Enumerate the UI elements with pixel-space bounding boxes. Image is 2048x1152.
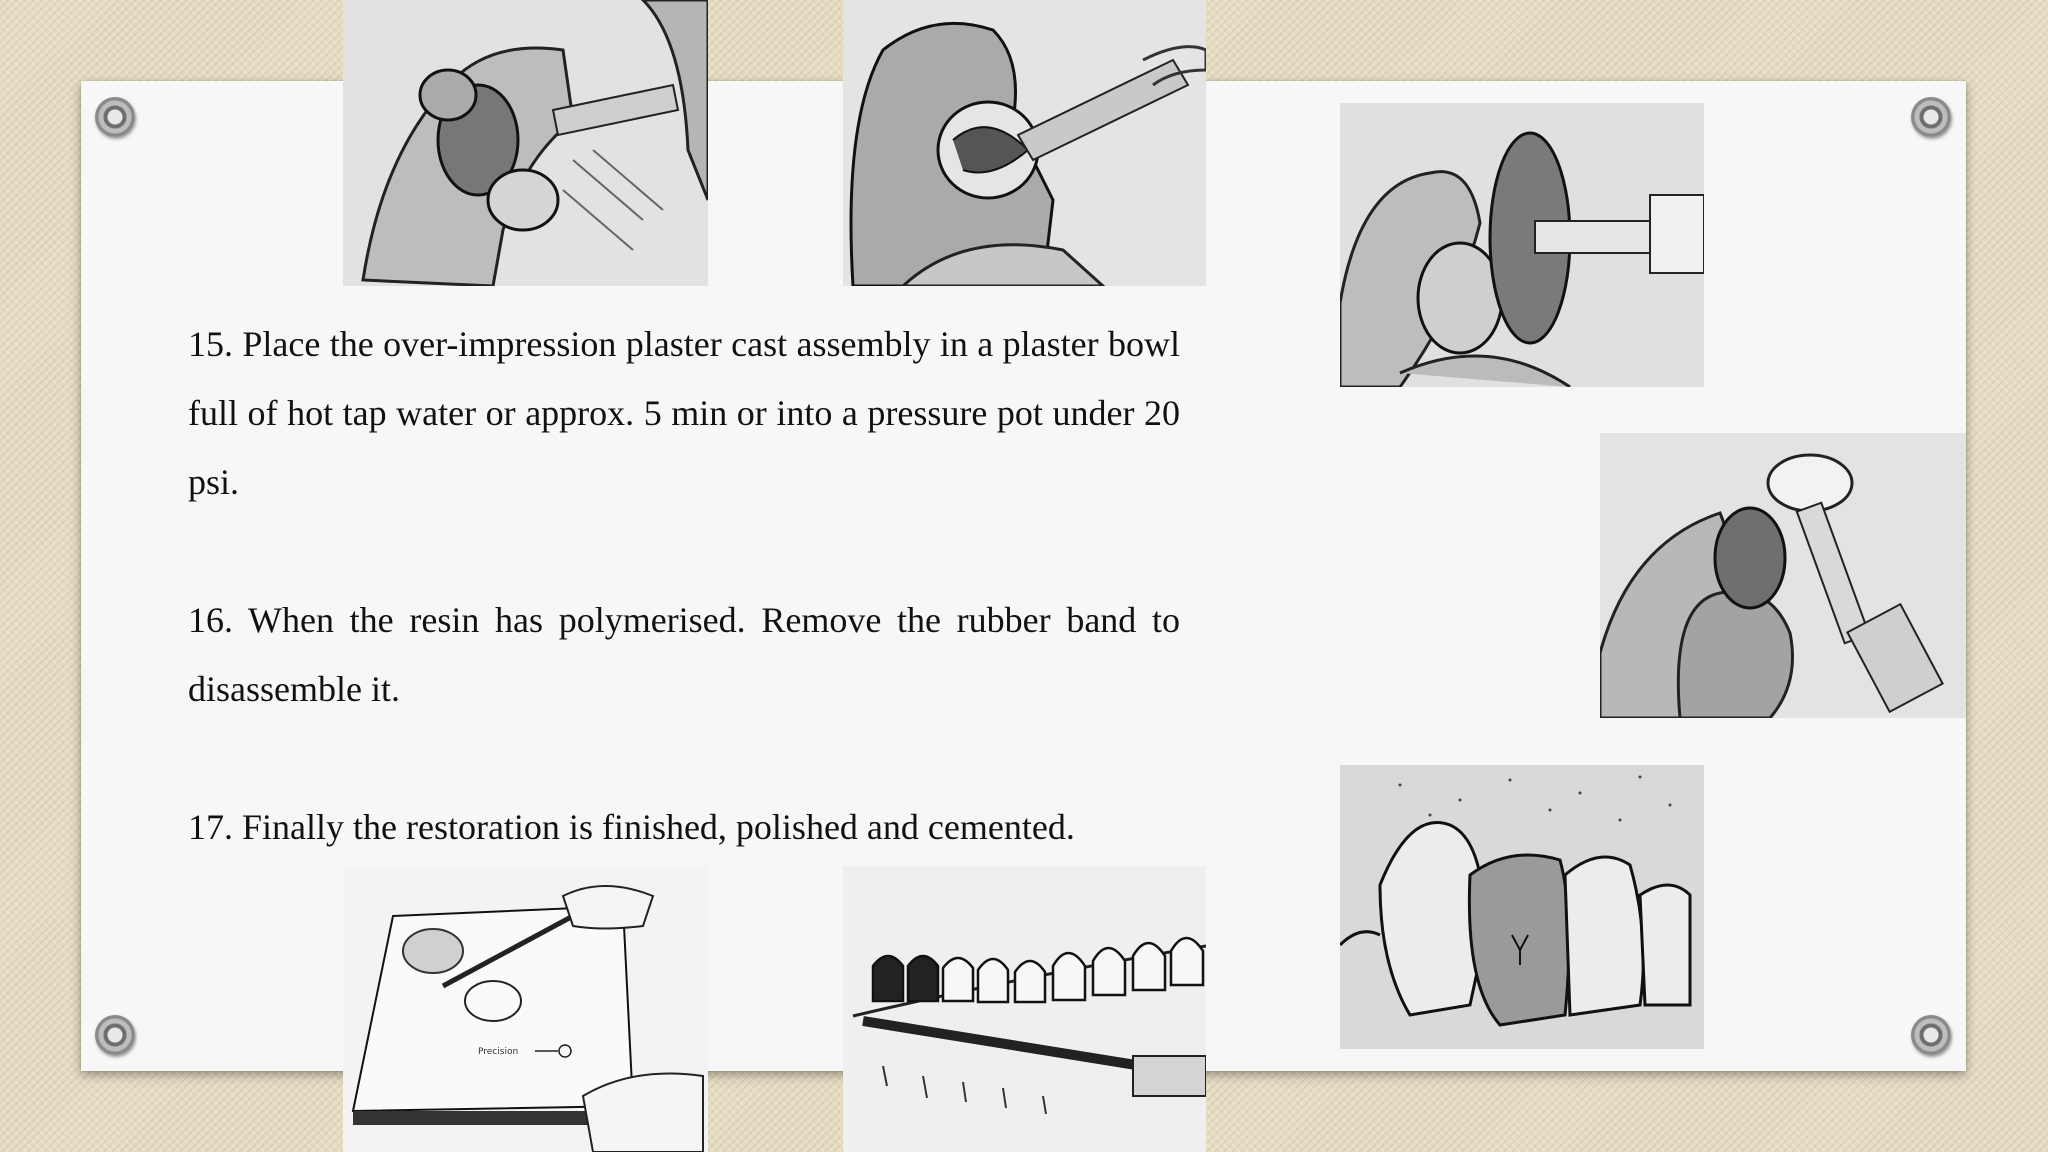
grommet-bottom-left [95, 1015, 135, 1055]
grommet-bottom-right [1911, 1015, 1951, 1055]
disc-cutting-drawing [1340, 103, 1704, 387]
grommet-top-right [1911, 97, 1951, 137]
mixing-pad-drawing [343, 866, 708, 1152]
polishing-wheel-drawing [1600, 433, 1966, 718]
step-17-text: 17. Finally the restoration is finished, polished and cemented. [188, 807, 1075, 847]
step-15-text: 15. Place the over-impression plaster cast assembly in a plaster bowl full of hot tap water or approx. 5 min or into a pressure pot under 20 psi. [188, 324, 1180, 502]
illustration-die-removal [843, 0, 1206, 286]
precision-label: Precision [478, 1047, 519, 1057]
illustration-disc-cutting [1340, 103, 1704, 387]
dental-arch-drawing [843, 866, 1206, 1152]
illustration-dental-arch [843, 866, 1206, 1152]
anterior-crown-drawing [1340, 765, 1704, 1049]
illustration-polishing-wheel [1600, 433, 1966, 718]
illustration-crown-with-instrument [343, 0, 708, 286]
illustration-mixing-pad [343, 866, 708, 1152]
grommet-top-left [95, 97, 135, 137]
illustration-anterior-crown [1340, 765, 1704, 1049]
die-removal-drawing [843, 0, 1206, 286]
slide-body-text [188, 310, 1180, 862]
step-16-text: 16. When the resin has polymerised. Remove the rubber band to disassemble it. [188, 600, 1180, 709]
crown-instrument-drawing [343, 0, 708, 286]
